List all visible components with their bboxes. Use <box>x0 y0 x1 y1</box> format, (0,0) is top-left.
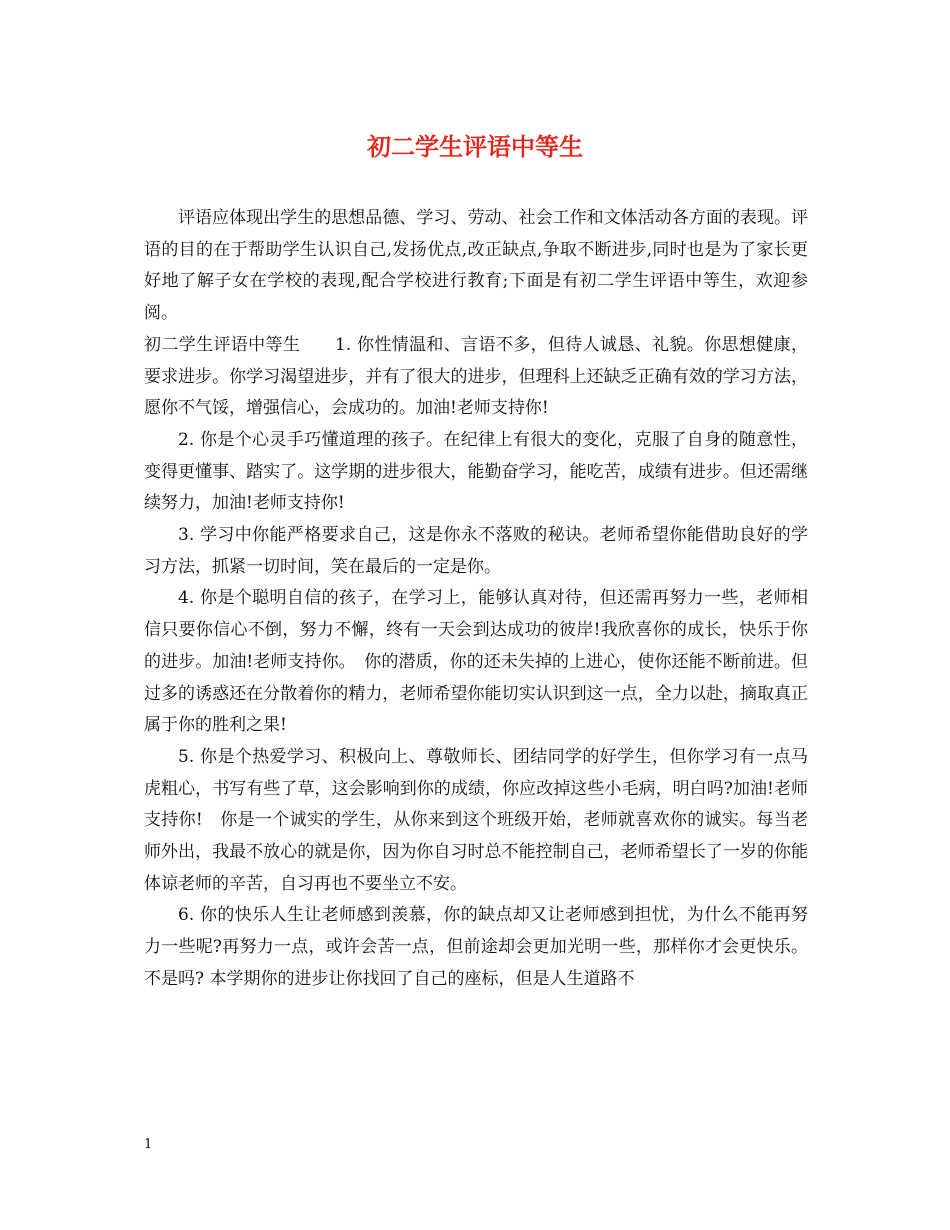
comment-paragraph-2: 2. 你是个心灵手巧懂道理的孩子。在纪律上有很大的变化，克服了自身的随意性，变得更懂事、踏实了。这学期的进步很大，能勤奋学习，能吃苦，成绩有进步。但还需继续努力，加油!老师支持你! <box>144 429 808 514</box>
document-title: 初二学生评语中等生 <box>367 132 583 161</box>
page-number: 1 <box>144 1137 153 1152</box>
document-body <box>144 203 808 996</box>
comment-paragraph-4: 4. 你是个聪明自信的孩子，在学习上，能够认真对待，但还需再努力一些，老师相信只要你信心不倒，努力不懈，终有一天会到达成功的彼岸!我欣喜你的成长，快乐于你的进步。加油!老师支持你。 你的潜质，你的还未失掉的上进心，使你还能不断前进。但过多的诱惑还在分散着你的精力，老师希望你能切实认识到这一点，全力以赴，摘取真正属于你的胜利之果! <box>144 588 808 736</box>
comment-paragraph-1: 初二学生评语中等生 1. 你性情温和、言语不多，但待人诚恳、礼貌。你思想健康，要求进步。你学习渴望进步，并有了很大的进步，但理科上还缺乏正确有效的学习方法，愿你不气馁，增强信心，会成功的。加油!老师支持你! <box>144 334 808 419</box>
comment-paragraph-3: 3. 学习中你能严格要求自己，这是你永不落败的秘诀。老师希望你能借助良好的学习方法，抓紧一切时间，笑在最后的一定是你。 <box>144 525 808 577</box>
comment-paragraph-5: 5. 你是个热爱学习、积极向上、尊敬师长、团结同学的好学生，但你学习有一点马虎粗心，书写有些了草，这会影响到你的成绩，你应改掉这些小毛病，明白吗?加油!老师支持你! 你是一个诚实的学生，从你来到这个班级开始，老师就喜欢你的诚实。每当老师外出，我最不放心的就是你，因为你自习时总不能控制自己，老师希望长了一岁的你能体谅老师的辛苦，自习再也不要坐立不安。 <box>144 746 808 894</box>
comment-paragraph-6: 6. 你的快乐人生让老师感到羡慕，你的缺点却又让老师感到担忧，为什么不能再努力一些呢?再努力一点，或许会苦一点，但前途却会更加光明一些，那样你才会更快乐。不是吗? 本学期你的进步让你找回了自己的座标，但是人生道路不 <box>144 905 808 989</box>
intro-paragraph: 评语应体现出学生的思想品德、学习、劳动、社会工作和文体活动各方面的表现。评语的目的在于帮助学生认识自己,发扬优点,改正缺点,争取不断进步,同时也是为了家长更好地了解子女在学校的表现,配合学校进行教育;下面是有初二学生评语中等生，欢迎参阅。 <box>144 208 808 324</box>
